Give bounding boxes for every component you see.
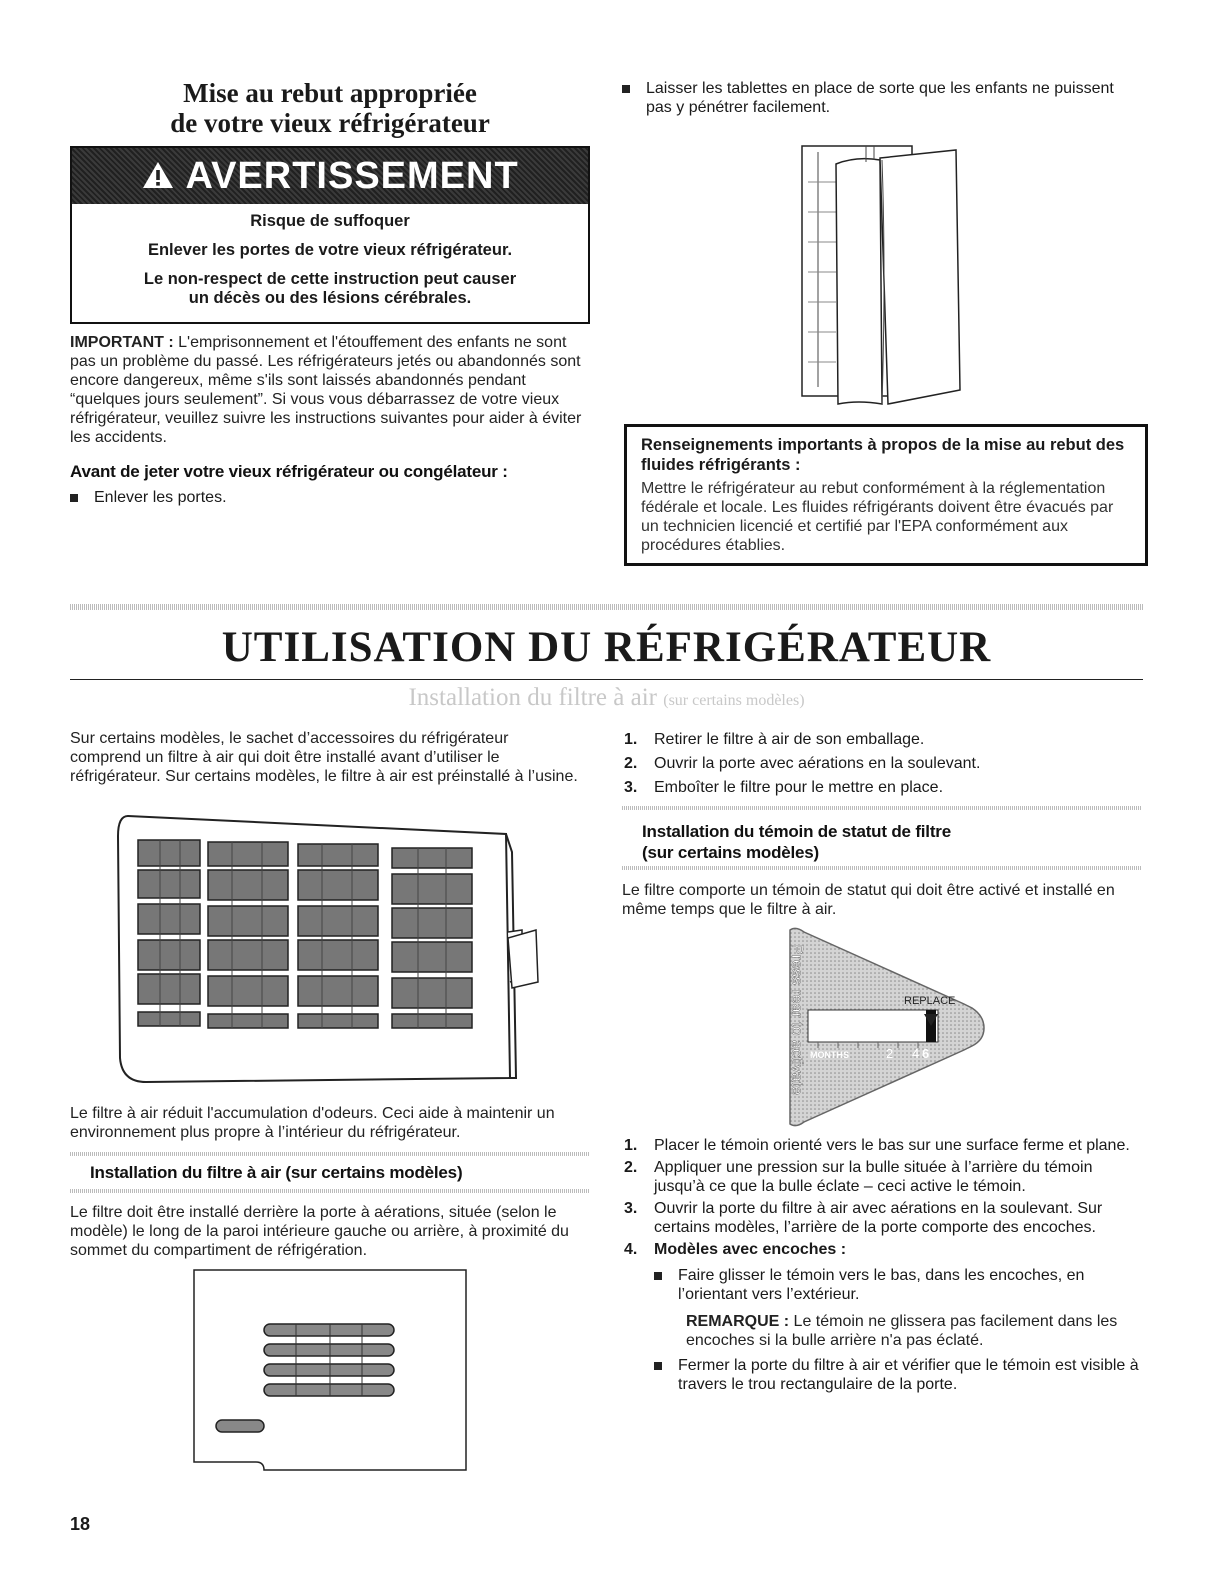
- title-top-rule: [70, 604, 1143, 610]
- month-4-label: 4: [912, 1046, 920, 1061]
- list-item: [624, 1136, 1144, 1155]
- bullet-leave-shelves: [622, 79, 1122, 117]
- step-text: Ouvrir la porte avec aérations en la soulevant.: [654, 755, 981, 772]
- step-number: 3.: [624, 1200, 638, 1217]
- step-number: 1.: [624, 731, 638, 748]
- remarque-paragraph: [686, 1312, 1144, 1350]
- status-heading: [642, 821, 1142, 863]
- title-bottom-rule: [70, 679, 1143, 680]
- list-item: [624, 1199, 1144, 1237]
- step-text: Modèles avec encoches :: [654, 1241, 847, 1258]
- important-paragraph: [70, 333, 588, 447]
- warning-header: [72, 148, 588, 204]
- step-text: Ouvrir la porte du filtre à air avec aérations en la soulevant. Sur certains modèles, l’arrière de la porte comporte des encoches.: [654, 1200, 1103, 1236]
- install-heading-top-rule: [70, 1152, 590, 1156]
- main-title: UTILISATION DU RÉFRIGÉRATEUR: [221, 624, 992, 671]
- list-item: [624, 730, 1124, 749]
- bullet-square-icon: [622, 85, 630, 93]
- warning-box: [70, 146, 590, 324]
- bullet-square-icon: [654, 1272, 662, 1280]
- step-number: 1.: [624, 1137, 638, 1154]
- bullet-text: Fermer la porte du filtre à air et vérifier que le témoin est visible à travers le trou rectangulaire de la porte.: [678, 1357, 1139, 1393]
- install-steps-list: [624, 730, 1124, 797]
- step-text: Placer le témoin orienté vers le bas sur une surface ferme et plane.: [654, 1137, 1130, 1154]
- info-title: Renseignements importants à propos de la mise au rebut des fluides réfrigérants :: [641, 436, 1125, 474]
- warning-triangle-icon: [141, 160, 175, 190]
- important-text: L'emprisonnement et l'étouffement des enfants ne sont pas un problème du passé. Les réfrigérateurs jetés ou abandonnés sont encore dangereux, même s'ils sont laissés abandonnés pendant “quelques jours seulement”. Si vous vous débarrassez de votre vieux réfrigérateur, veuillez suivre les instructions suivantes pour aider à éviter les accidents.: [70, 334, 582, 446]
- air-filter-illustration: [112, 812, 546, 1092]
- list-item: [624, 754, 1124, 773]
- activation-steps-list: [624, 1136, 1144, 1394]
- bullet-text: Faire glisser le témoin vers le bas, dans les encoches, en l’orientant vers l’extérieur.: [678, 1267, 1085, 1303]
- install-paragraph: Le filtre doit être installé derrière la porte à aérations, située (selon le modèle) le long de la paroi intérieure gauche ou arrière, à proximité du sommet du compartiment de réfrigération.: [70, 1204, 569, 1259]
- warning-line1: Risque de suffoquer: [250, 212, 410, 230]
- subtitle-small-text: (sur certains modèles): [663, 692, 805, 709]
- step-number: 2.: [624, 755, 638, 772]
- status-heading-line2: (sur certains modèles): [642, 843, 819, 862]
- section-title: [70, 78, 590, 138]
- status-indicator-illustration: [778, 924, 988, 1134]
- warning-line2: Enlever les portes de votre vieux réfrigérateur.: [147, 241, 513, 259]
- warning-line3: Le non-respect de cette instruction peut causer: [143, 270, 517, 288]
- warning-header-text: AVERTISSEMENT: [185, 155, 519, 197]
- refrigerator-illustration: [796, 142, 968, 406]
- step-text: Emboîter le filtre pour le mettre en place.: [654, 779, 944, 796]
- status-heading-bottom-rule: [622, 866, 1142, 870]
- sub-bullet-close: [654, 1356, 1144, 1394]
- step-text: Appliquer une pression sur la bulle située à l’arrière du témoin jusqu’à ce que la bulle éclate – ceci active le témoin.: [654, 1159, 1093, 1195]
- bullet-remove-doors: [70, 488, 570, 507]
- refrigerant-info-box: [624, 424, 1148, 566]
- step-number: 4.: [624, 1241, 638, 1258]
- install-heading-bottom-rule: [70, 1189, 590, 1193]
- months-label: MONTHS: [810, 1050, 849, 1060]
- month-2-label: 2: [886, 1046, 894, 1061]
- month-6-label: 6: [922, 1046, 930, 1061]
- step-number: 3.: [624, 779, 638, 796]
- remarque-text: Le témoin ne glissera pas facilement dans les encoches si la bulle arrière n'a pas éclaté.: [686, 1313, 1118, 1349]
- bullet-square-icon: [70, 494, 78, 502]
- replace-label: REPLACE: [904, 995, 956, 1007]
- subtitle-text: Installation du filtre à air: [408, 684, 657, 711]
- section-title-line1: Mise au rebut appropriée: [183, 78, 477, 108]
- bullet-text: Laisser les tablettes en place de sorte que les enfants ne puissent pas y pénétrer facilement.: [646, 80, 1114, 116]
- status-heading-line1: Installation du témoin de statut de filtre: [642, 822, 951, 841]
- important-label: IMPORTANT :: [70, 334, 174, 351]
- bullet-square-icon: [654, 1362, 662, 1370]
- step-number: 2.: [624, 1159, 638, 1176]
- status-intro-paragraph: Le filtre comporte un témoin de statut qui doit être activé et installé en même temps que le filtre à air.: [622, 882, 1115, 918]
- status-heading-top-rule: [622, 806, 1142, 810]
- sub-bullet-slide: [654, 1266, 1144, 1304]
- install-heading: Installation du filtre à air (sur certains modèles): [90, 1163, 463, 1182]
- warning-line4: un décès ou des lésions cérébrales.: [188, 289, 472, 307]
- filter-door-illustration: [190, 1266, 472, 1476]
- remarque-label: REMARQUE :: [686, 1313, 790, 1330]
- intro-paragraph: Sur certains modèles, le sachet d’accessoires du réfrigérateur comprend un filtre à air qui doit être installé avant d’utiliser le réfrigérateur. Sur certains modèles, le filtre à air est préinstallé à l’usine.: [70, 730, 578, 785]
- before-heading: Avant de jeter votre vieux réfrigérateur ou congélateur :: [70, 462, 508, 481]
- page-number: 18: [70, 1514, 91, 1534]
- warning-body: [72, 204, 588, 324]
- list-item: [624, 1240, 1144, 1259]
- section-title-line2: de votre vieux réfrigérateur: [170, 108, 490, 138]
- list-item: [624, 778, 1124, 797]
- reduce-paragraph: Le filtre à air réduit l'accumulation d'odeurs. Ceci aide à maintenir un environnement plus propre à l’intérieur du réfrigérateur.: [70, 1105, 555, 1141]
- subtitle: [70, 684, 1143, 712]
- press-rear-label: Press rear to activate: [788, 944, 805, 1096]
- step-text: Retirer le filtre à air de son emballage.: [654, 731, 925, 748]
- list-item: [624, 1158, 1144, 1196]
- info-body: Mettre le réfrigérateur au rebut conformément à la réglementation fédérale et locale. Les fluides réfrigérants doivent être évacués par un technicien licencié et certifié par l'EPA conformément aux procédures établies.: [641, 480, 1114, 554]
- bullet-text: Enlever les portes.: [94, 489, 227, 506]
